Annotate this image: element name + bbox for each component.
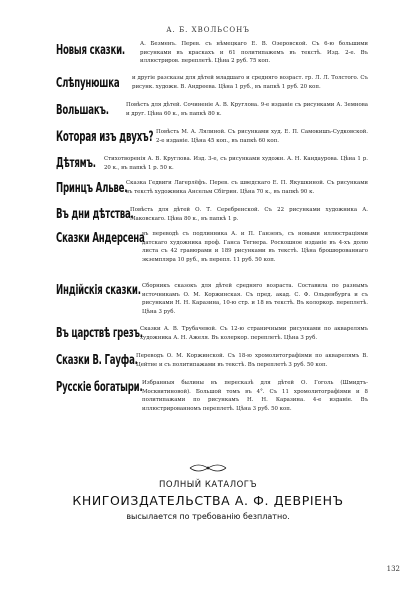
book-entry [56, 74, 368, 101]
ornament-divider [188, 462, 228, 474]
book-title: Принцъ Альве. [56, 181, 128, 196]
book-description: Стихотворенія А. В. Круглова. Изд. 3-е, съ рисунками художн. А. Н. Кандаурова. Цѣна 1 р. 20 к., въ папкѣ 1 р. 50 к. [104, 156, 368, 171]
book-title: Сказки В. Гауфа. [56, 353, 138, 368]
book-entry [56, 379, 368, 415]
book-entry [56, 40, 368, 74]
book-entry [56, 352, 368, 379]
book-description: въ переводѣ съ подлинника А. и П. Ганзенъ, съ новыми иллюстраціями датскаго художника проф. Ганса Тегнера. Роскошное изданіе въ 4-хъ долю листа съ 42 гравюрами и 189 рисунками въ текстѣ. Цѣна брошюрованнаго экземпляра 10 руб., въ перепл. 11 руб. 50 коп. [142, 231, 368, 263]
book-entries [56, 40, 368, 415]
book-description: Повѣсть М. А. Лялиной. Съ рисунками худ. Е. П. Самокишъ-Судковской. 2-е изданіе. Цѣна 45 коп., въ папкѣ 60 коп. [156, 129, 368, 144]
catalog-note: высылается по требованію безплатно. [126, 512, 290, 521]
book-entry [56, 282, 368, 325]
book-description: Избранныя былины въ пересказѣ для дѣтей О. Гоголь (Шмидтъ-Москвитиновой). Большой томъ въ 4°. Съ 11 хромолитографіями и 8 политипажами по рисункамъ Н. Н. Каразина. 4-е изданіе. Въ иллюстрированномъ переплетѣ. Цѣна 3 руб. 50 коп. [142, 380, 368, 412]
book-description: Сборникъ сказокъ для дѣтей средняго возраста. Составила по разнымъ источникамъ О. М. Коржинская. Съ пред. акад. С. Ф. Ольденбурга и съ рисунками Н. Н. Каразина, 10-ю стр. и 18 въ текстѣ. Въ колоркор. переплетѣ. Цѣна 3 руб. [142, 283, 368, 315]
book-entry [56, 230, 368, 282]
book-title: Индійскія сказки. [56, 283, 141, 298]
book-description: Переводъ О. М. Коржинской. Съ 18-ю хромолитографіями по акварелямъ В. Цейтне и съ политипажами въ текстѣ. Въ переплетѣ 3 руб. 50 коп. [136, 353, 368, 368]
book-title: Въ царствѣ грезъ. [56, 326, 143, 341]
book-description: Повѣсть для дѣтей. Сочиненіе А. В. Круглова. 9-е изданіе съ рисунками А. Земнова и друг. Цѣна 60 к., въ папкѣ 80 к. [126, 102, 368, 117]
book-description: Сказка Гедвиги Лагерлёфъ. Перев. съ шведскаго Е. П. Якушкиной. Съ рисунками въ текстѣ художника Ансельм Сбігрин. Цѣна 70 к., въ папкѣ 90 к. [126, 180, 368, 195]
book-title: Русскіе богатыри. [56, 380, 143, 395]
book-description: и другіе разсказы для дѣтей младшаго и средняго возраст. гр. Л. Л. Толстого. Съ рисунк. художн. В. Андреева. Цѣна 1 руб., въ папкѣ 1 руб. 20 коп. [132, 75, 368, 90]
book-title: Вольшакъ. [56, 103, 109, 118]
book-entry [56, 101, 368, 128]
book-description: Сказки А. В. Трубачевой. Съ 12-ю страничными рисунками по акварелямъ художника А. Н. Ажеля. Въ колеркор. переплетѣ. Цѣна 3 руб. [140, 326, 368, 341]
book-title: Сказки Андерсена [56, 231, 145, 246]
book-entry [56, 206, 368, 230]
catalog-notice [0, 480, 416, 521]
book-title: Слѣпунюшка [56, 76, 120, 91]
book-entry [56, 128, 368, 155]
book-entry [56, 155, 368, 179]
catalog-publisher: КНИГОИЗДАТЕЛЬСТВА А. Ф. ДЕВРІЕНЪ [72, 493, 344, 508]
book-description: Повѣсть для дѣтей О. Т. Серебренской. Съ 22 рисунками художника А. Маковскаго. Цѣна 80 к., въ папкѣ 1 р. [130, 207, 368, 222]
book-title: Новыя сказки. [56, 43, 125, 58]
book-title: Въ дни дѣтства. [56, 207, 134, 222]
book-entry [56, 179, 368, 206]
page-number: 132 [386, 565, 400, 573]
book-title: Дѣтямъ. [56, 156, 96, 171]
book-title: Которая изъ двухъ? [56, 129, 154, 145]
catalog-heading: ПОЛНЫЙ КАТАЛОГЪ [158, 480, 258, 490]
book-entry [56, 325, 368, 352]
book-description: А. Безменъ. Перев. съ нѣмецкаго Е. В. Озеровской. Съ 6-ю большими рисунками въ краскахъ и 61 политипажемъ въ текстѣ. Изд. 2-е. Въ иллюстриров. переплетѣ. Цѣна 2 руб. 75 коп. [140, 41, 368, 65]
running-head: А. Б. ХВОЛЬСОНЪ [166, 26, 250, 34]
